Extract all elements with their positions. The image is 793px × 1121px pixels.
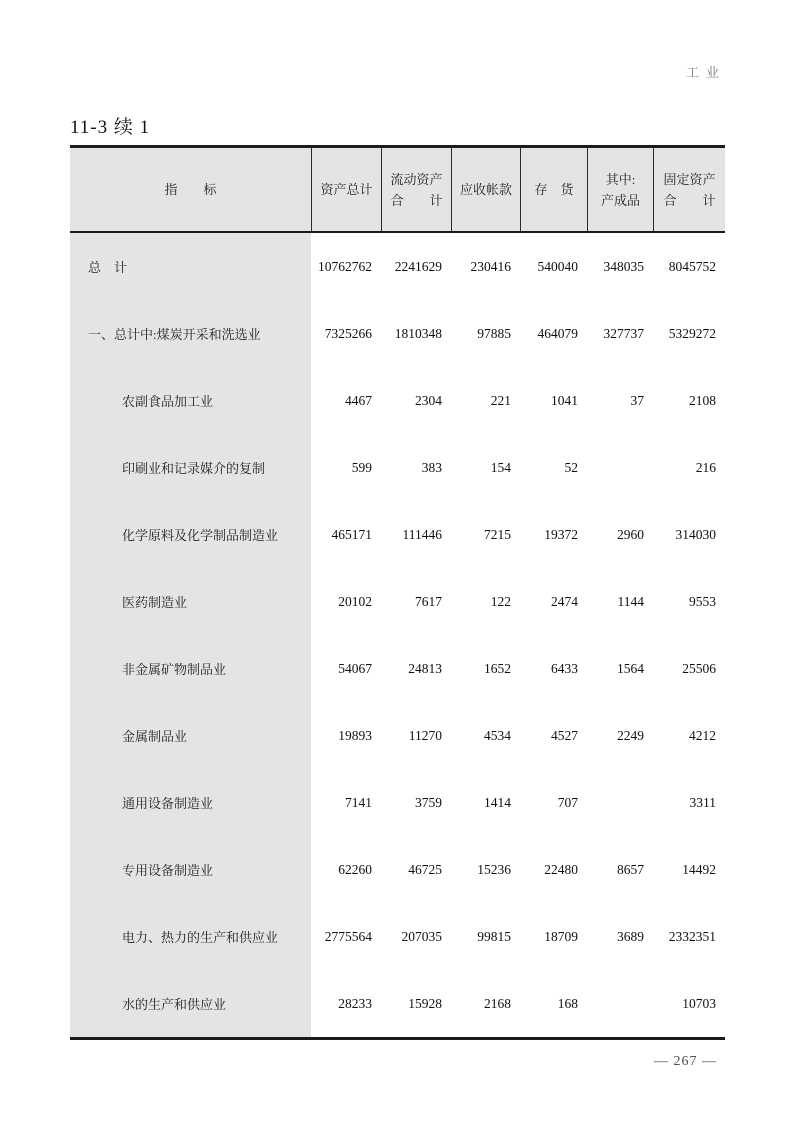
row-label: 化学原料及化学制品制造业 [70,501,311,568]
cell-value: 2960 [617,526,644,542]
cell-value: 62260 [338,861,372,877]
table-row [70,903,725,970]
row-label: 通用设备制造业 [70,769,311,836]
table-row [70,233,725,300]
cell-value: 599 [351,459,372,475]
cell-value: 7617 [415,593,442,609]
page-number: — 267 — [654,1054,717,1069]
table-row [70,635,725,702]
row-label: 农副食品加工业 [70,367,311,434]
cell-value: 4527 [551,727,578,743]
header-label: 资产总计 [320,182,373,197]
header-label: 产成品 [600,192,640,208]
header-cell-fixed-assets [653,148,725,231]
cell-value: 14492 [682,861,716,877]
cell-value: 10703 [682,995,716,1011]
row-label: 总 计 [70,233,311,300]
cell-value: 9553 [689,593,716,609]
statistics-table [70,145,725,1040]
row-label: 电力、热力的生产和供应业 [70,903,311,970]
cell-value: 19893 [338,727,372,743]
table-row [70,367,725,434]
row-label: 专用设备制造业 [70,836,311,903]
section-corner-label: 工业 [685,65,726,80]
header-label: 合 计 [390,192,443,208]
cell-value: 383 [421,459,442,475]
cell-value: 99815 [477,928,511,944]
cell-value: 4534 [484,727,511,743]
cell-value: 154 [490,459,511,475]
cell-value: 2474 [551,593,578,609]
cell-value: 19372 [544,526,578,542]
header-label: 流动资产 [390,171,443,187]
cell-value: 10762762 [318,258,372,274]
cell-value: 314030 [675,526,716,542]
cell-value: 464079 [537,325,578,341]
cell-value: 465171 [331,526,372,542]
row-label: 非金属矿物制品业 [70,635,311,702]
cell-value: 15928 [408,995,442,1011]
cell-value: 5329272 [668,325,716,341]
cell-value: 20102 [338,593,372,609]
table-row [70,970,725,1037]
cell-value: 97885 [477,325,511,341]
cell-value: 168 [557,995,578,1011]
table-title: 11-3 续 1 [70,117,151,138]
header-cell-finished-goods [587,148,653,231]
row-label: 印刷业和记录媒介的复制 [70,434,311,501]
table-row [70,702,725,769]
cell-value: 37 [630,392,644,408]
table-row [70,836,725,903]
cell-value: 111446 [402,526,442,542]
cell-value: 18709 [544,928,578,944]
cell-value: 8657 [617,861,644,877]
cell-value: 3689 [617,928,644,944]
cell-value: 4212 [689,727,716,743]
cell-value: 7141 [345,794,372,810]
cell-value: 221 [490,392,511,408]
header-cell-current-assets [381,148,451,231]
header-label: 合 计 [663,192,716,208]
header-cell-indicator [70,148,311,231]
header-label: 存 货 [534,182,574,197]
cell-value: 2108 [689,392,716,408]
table-header-row [70,148,725,233]
table-row [70,568,725,635]
table-row [70,434,725,501]
cell-value: 24813 [408,660,442,676]
cell-value: 7215 [484,526,511,542]
cell-value: 46725 [408,861,442,877]
header-label: 其中: [605,171,636,187]
cell-value: 2304 [415,392,442,408]
header-cell-accounts-receivable [451,148,520,231]
cell-value: 122 [490,593,511,609]
header-cell-total-assets [311,148,381,231]
cell-value: 1414 [484,794,511,810]
cell-value: 28233 [338,995,372,1011]
row-label: 水的生产和供应业 [70,970,311,1037]
cell-value: 15236 [477,861,511,877]
header-cell-inventory [520,148,587,231]
cell-value: 207035 [401,928,442,944]
row-label: 一、总计中:煤炭开采和洗选业 [70,300,311,367]
cell-value: 2241629 [394,258,442,274]
table-body [70,233,725,1037]
cell-value: 1144 [617,593,644,609]
cell-value: 1564 [617,660,644,676]
cell-value: 707 [557,794,578,810]
cell-value: 540040 [537,258,578,274]
cell-value: 2168 [484,995,511,1011]
cell-value: 230416 [470,258,511,274]
cell-value: 2249 [617,727,644,743]
table-row [70,501,725,568]
cell-value: 22480 [544,861,578,877]
row-label: 金属制品业 [70,702,311,769]
cell-value: 6433 [551,660,578,676]
cell-value: 11270 [408,727,442,743]
cell-value: 3759 [415,794,442,810]
cell-value: 1041 [551,392,578,408]
table-row [70,769,725,836]
header-label: 固定资产 [663,171,716,187]
cell-value: 1810348 [394,325,442,341]
header-label: 指 标 [164,182,217,197]
row-label: 医药制造业 [70,568,311,635]
cell-value: 7325266 [324,325,372,341]
cell-value: 4467 [345,392,372,408]
cell-value: 348035 [603,258,644,274]
cell-value: 2332351 [668,928,716,944]
cell-value: 2775564 [324,928,372,944]
header-label: 应收帐款 [459,182,512,197]
cell-value: 1652 [484,660,511,676]
cell-value: 25506 [682,660,716,676]
cell-value: 3311 [689,794,716,810]
cell-value: 327737 [603,325,644,341]
table-row [70,300,725,367]
cell-value: 8045752 [668,258,716,274]
cell-value: 54067 [338,660,372,676]
cell-value: 216 [695,459,716,475]
cell-value: 52 [564,459,578,475]
